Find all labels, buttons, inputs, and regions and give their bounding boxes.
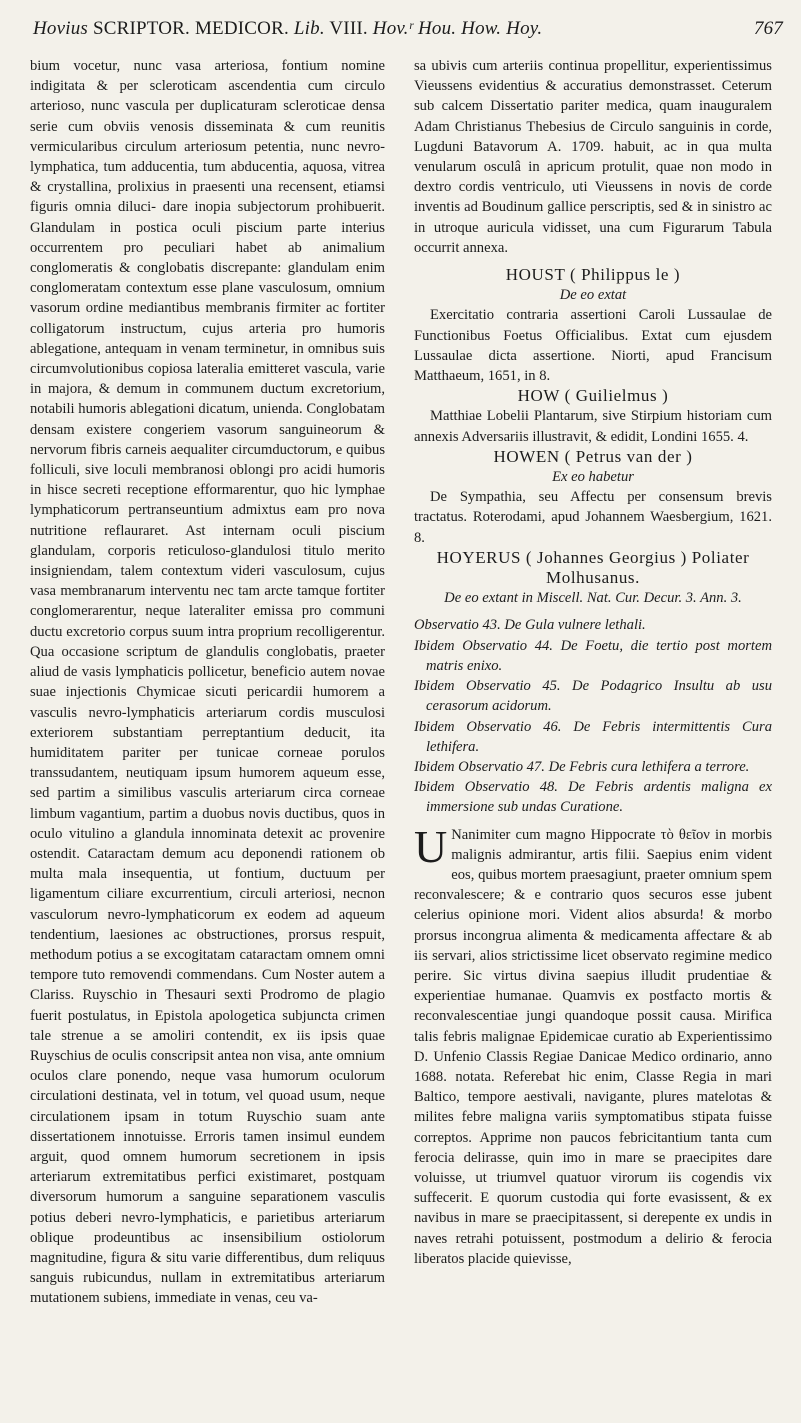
left-column bbox=[30, 56, 385, 1309]
intro-paragraph: sa ubivis cum arteriis continua propellitur, experientissimus Vieussens evidentius & accuratius demonstrasset. Ceterum sub calcem Dissertatio pariter medica, quam inauguralem Adam Christianus Thebesius de Circulo sanguinis in corde, Lugduni Batavorum A. 1709. habuit, ac in qua multa venularum osculâ in apricum protulit, quae non modo in dextro cordis ventriculo, uti Vieussens in novis de corde inventis ad Boudinum gallice perscriptis, sed & in sinistro ac in utroque auricula vidisset, una cum Figurarum Tabula occurrit annexa. bbox=[414, 58, 772, 256]
page-number: 767 bbox=[753, 18, 783, 39]
header-range: Hov.ʳ Hou. How. Hoy. bbox=[372, 18, 543, 39]
header-lib-label: Lib. bbox=[293, 18, 325, 39]
observation-entry: Ibidem Observatio 47. De Febris cura lethifera a terrore. bbox=[414, 758, 750, 775]
observation-entry: Observatio 43. De Gula vulnere lethali. bbox=[414, 617, 646, 634]
entry-text-how: Matthiae Lobelii Plantarum, sive Stirpium historiam cum annexis Adversariis illustravit, & edidit, Londini 1655. 4. bbox=[414, 408, 772, 445]
left-column-text: bium vocetur, nunc vasa arteriosa, fontium nomine indigitata & per scleroticam ascendentia cum circulo arterioso, nunc vascula per duplicaturam scleroticae densa serie cum obviis venosis disseminata & cum reunitis vermicularibus circulum arteriosum petentia, nunc nevro-lymphatica, tum adducentia, tum abducentia, aquosa, vitrea & crystallina, prolixius in praesenti una recensent, etiamsi figuris omnia diluci- dare inopia subjectorum prohibuerit. Glandulam in postica oculi piscium parte interius occurrentem pro peculiari habet ab animalium conglomeratis & conglobatis discrepante: glandulam enim conglomeratam contextum esse plane vasculosum, omnium vasorum ordine mediantibus membranis firmiter ac fortiter colligatorum instructum, cujus arteria pro humoris ablegatione, antequam in venam terminetur, in omnibus suis circumvolutionibus copiosa lateralia emitteret vascula, varie in majora, & demum in communem ductum excretorium, notabili humoris ablegationi dicatum, unienda. Conglobatam densam existere congeriem vasorum sanguineorum & nervorum fibris carneis aequaliter circumductorum, e quibus folliculi, sive loculi membranosi oblongi pro acidi humoris in hisce secreti receptione efformarentur, quo hic lymphae lymphaticorum pertranseuntium admixtus eam pro nova nutritione reflauraret. Ast internam oculi piscium glandulam, corporis reticuloso-glandulosi titulo merito insigniendam, talem contextum videri vasculosum, cujus vasa membranarum interventu nec tam arcte tamque fortiter conglomerarentur, neque lateraliter emissa pro communi ductu excretorio corpus suum intra proprium recolligerentur. Qua occasione scriptum de glandulis conglobatis, praeter aliud de vasis lymphaticis pollicetur, beneficio autem novae suae injectionis Chymicae sicuti pericardii humorem a vasculis nevro-lymphaticis arteriarum cordis musculosi exteriorem substantiam perreptantium deducit, ita humiditatem pariter per tunicae corneae porulos transsudantem, neutiquam ipsum humorem aqueum esse, sed partim a similibus vasculis arteriarum circa corneae limbum vagantium, partim a duobus novis ductibus, quos in oculo vitulino a glandula innominata detexit ac provenire ostendit. Cataractam demum acu deponendi rationem ob multa mala insequentia, ut fontium, ductuum per ligamentum ciliare excurrentium, circuli arteriosi, necnon vasculorum nevro-lymphaticorum ex eodem ad aqueum tendentium, laesiones ac obstructiones, prorsus respuit, methodum potius a se excogitatam cataractam omnem omni tempore tuto removendi commendans. Cum Noster autem a Clariss. Ruyschio in Thesauri sexti Prodromo de plagio fuerit postulatus, in Epistola apologetica subjuncta crimen tale strenue a se amoliri contendit, ex iis ipsis quae Ruyschius de oculis conscripsit antea non visa, ante omnium oculos clare ponendo, neque vasa humorum oculorum circulationi destinata, vel in totum, vel quoad usum, neque circulationem ipsam in totum Ruyschio suam ante dissertationem innotuisse. Erroris tamen insimul eundem arguit, quod omnem humorum secretionem in ipsis arteriarum extremitatibus perfici existimaret, postquam diversorum humorum a sanguine separationem vasculis potius deberi nevro-lymphaticis, e parietibus arteriarum oblique prodeuntibus ac insensibilium ostiolorum magnitudine, figura & situ varie differentibus, dum reliquus sanguis rubicundus, nullam in extremitatibus arteriarum mutationem subiens, immediate in venas, ceu va- bbox=[30, 58, 385, 1307]
closing-text: Nanimiter cum magno Hippocrate τὸ θεῖον in morbis malignis admirantur, artis filii. Saepius enim vident eos, quibus mortem praesagiunt, praeter omnium spem reconvalescere; & e contrario quos securos esse jubent celerius opinione mori. Vident alios absurda! & morbo prorsus incongrua alimenta & medicamenta affectare & ab iis servari, alios strictissime licet observato regimine medico perire. Sic virtus divina saepius illudit prudentiae & experientiae humanae. Quamvis ex postfacto mortis & reconvalescentiae jungi quandoque possit causa. Mirifica talis febris malignae Epidemicae curatio ab Experientissimo D. Unfenio Classis Regiae Danicae Medico ordinario, anno 1688. notata. Referebat hic enim, Classe Regia in mari Baltico, tempore aestivali, navigante, plures matelotas & milites febre maligna variis symptomatibus stipata fuisse correptos. Apprime non paucos febricitantium tanta cum ferocia delirasse, quin imo in mare se praecipites dare voluisse, ut triumvel quatuor virorum iis cogendis vix suffecerit. E quorum custodia qui forte evasissent, & ex navibus in mare se praecipitassent, si derepente ex undis in naves retrahi potuissent, postmodum a delirio & ferocia liberatos placide quievisse, bbox=[414, 826, 772, 1267]
observation-entry: Ibidem Observatio 44. De Foetu, die tertio post mortem matris enixo. bbox=[414, 637, 772, 674]
entry-heading-howen: HOWEN ( Petrus van der ) bbox=[493, 446, 693, 466]
observation-entry: Ibidem Observatio 45. De Podagrico Insultu ab usu cerasorum acidorum. bbox=[414, 678, 772, 715]
drop-cap: U bbox=[414, 820, 448, 872]
entry-text-houst: Exercitatio contraria assertioni Caroli Lussaulae de Functionibus Foetus Officialibus. Extat cum ejusdem Lussaulae dicta assertione. Niorti, apud Francisum Matthaeum, 1651, in 8. bbox=[414, 307, 772, 385]
entry-text-howen: De Sympathia, seu Affectu per consensum brevis tractatus. Roterodami, apud Johannem Waesbergium, 1621. 8. bbox=[414, 489, 772, 546]
right-column bbox=[414, 56, 772, 1269]
header-book-number: VIII. bbox=[329, 18, 368, 39]
entry-heading-hoyerus: HOYERUS ( Johannes Georgius ) Poliater Molhusanus. bbox=[436, 547, 750, 588]
header-author: Hovius bbox=[33, 18, 89, 39]
observation-entry: Ibidem Observatio 48. De Febris ardentis maligna ex immersione sub undas Curatione. bbox=[414, 779, 772, 816]
observation-entry: Ibidem Observatio 46. De Febris intermittentis Cura lethifera. bbox=[414, 718, 772, 755]
closing-paragraph bbox=[414, 820, 772, 1269]
entry-heading-houst: HOUST ( Philippus le ) bbox=[505, 265, 681, 285]
entry-sub-hoyerus: De eo extant in Miscell. Nat. Cur. Decur. 3. Ann. 3. bbox=[444, 590, 742, 607]
entry-heading-how: HOW ( Guilielmus ) bbox=[517, 386, 669, 406]
entry-sub-howen: Ex eo habetur bbox=[552, 469, 634, 486]
entry-sub-houst: De eo extat bbox=[559, 287, 627, 304]
header-section: SCRIPTOR. MEDICOR. bbox=[92, 18, 289, 39]
running-header bbox=[33, 18, 783, 44]
